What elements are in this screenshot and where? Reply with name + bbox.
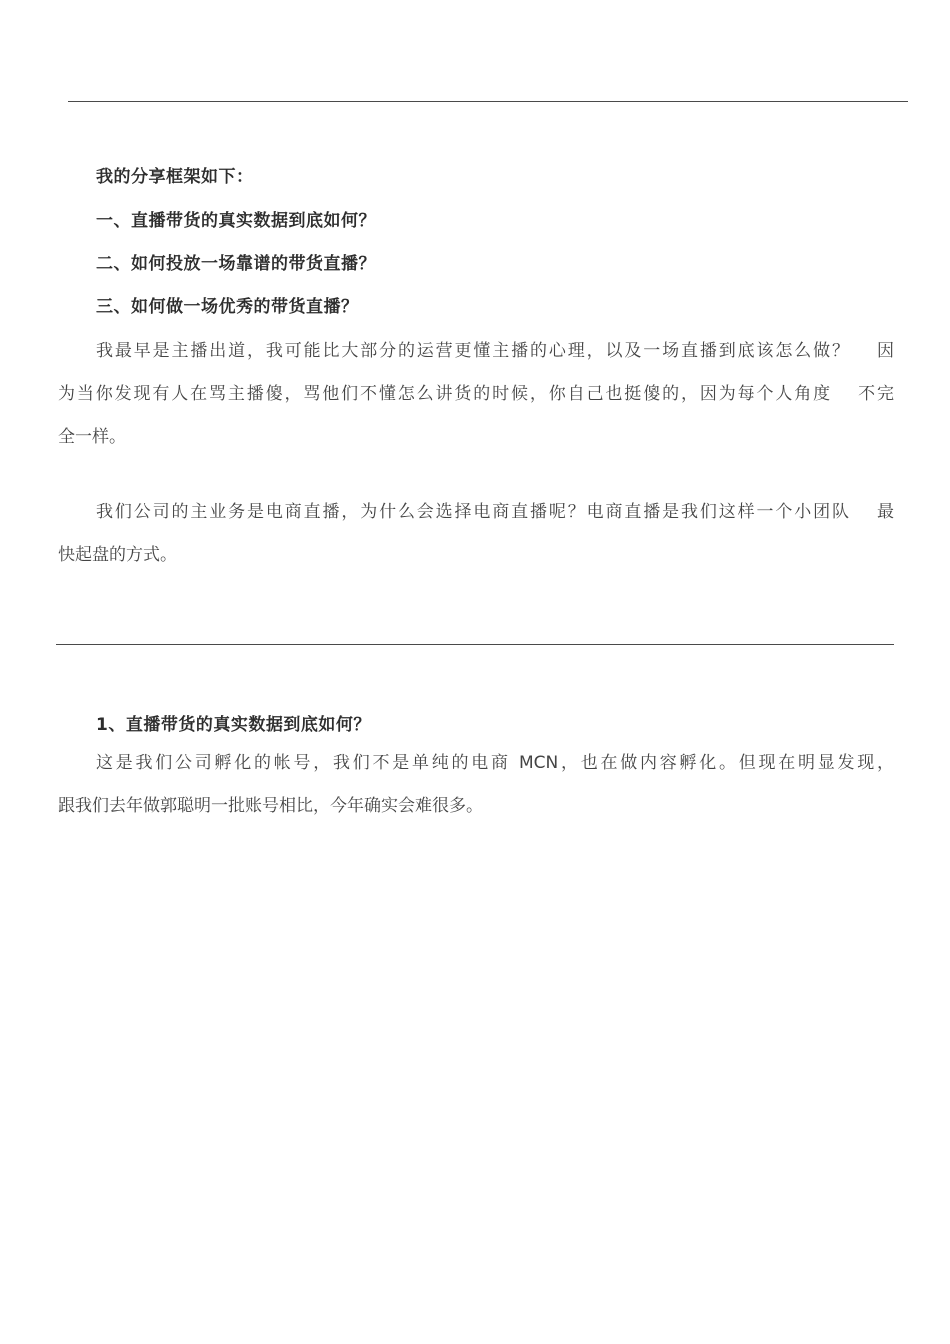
paragraph-line: 我们公司的主业务是电商直播，为什么会选择电商直播呢？电商直播是我们这样一个小团队 最 xyxy=(96,502,894,522)
paragraph-line: 跟我们去年做郭聪明一批账号相比，今年确实会难很多。 xyxy=(58,796,483,816)
paragraph-line: 全一样。 xyxy=(58,427,126,447)
outline-title: 我的分享框架如下： xyxy=(96,167,254,187)
section-paragraph xyxy=(58,742,894,828)
section-divider xyxy=(56,644,894,645)
business-paragraph xyxy=(58,491,894,577)
intro-paragraph xyxy=(58,330,894,459)
top-divider xyxy=(68,101,908,102)
section-heading: 1、直播带货的真实数据到底如何？ xyxy=(96,715,371,735)
paragraph-line: 快起盘的方式。 xyxy=(58,545,177,565)
paragraph-line: 我最早是主播出道，我可能比大部分的运营更懂主播的心理，以及一场直播到底该怎么做？ 因 xyxy=(96,341,894,361)
outline-item-3: 三、如何做一场优秀的带货直播？ xyxy=(96,297,359,317)
paragraph-line: 这是我们公司孵化的帐号，我们不是单纯的电商 MCN，也在做内容孵化。但现在明显发现， xyxy=(96,753,894,773)
outline-item-1: 一、直播带货的真实数据到底如何？ xyxy=(96,211,376,231)
outline-item-2: 二、如何投放一场靠谱的带货直播？ xyxy=(96,254,376,274)
paragraph-line: 为当你发现有人在骂主播傻，骂他们不懂怎么讲货的时候，你自己也挺傻的，因为每个人角度 不完 xyxy=(58,384,894,404)
